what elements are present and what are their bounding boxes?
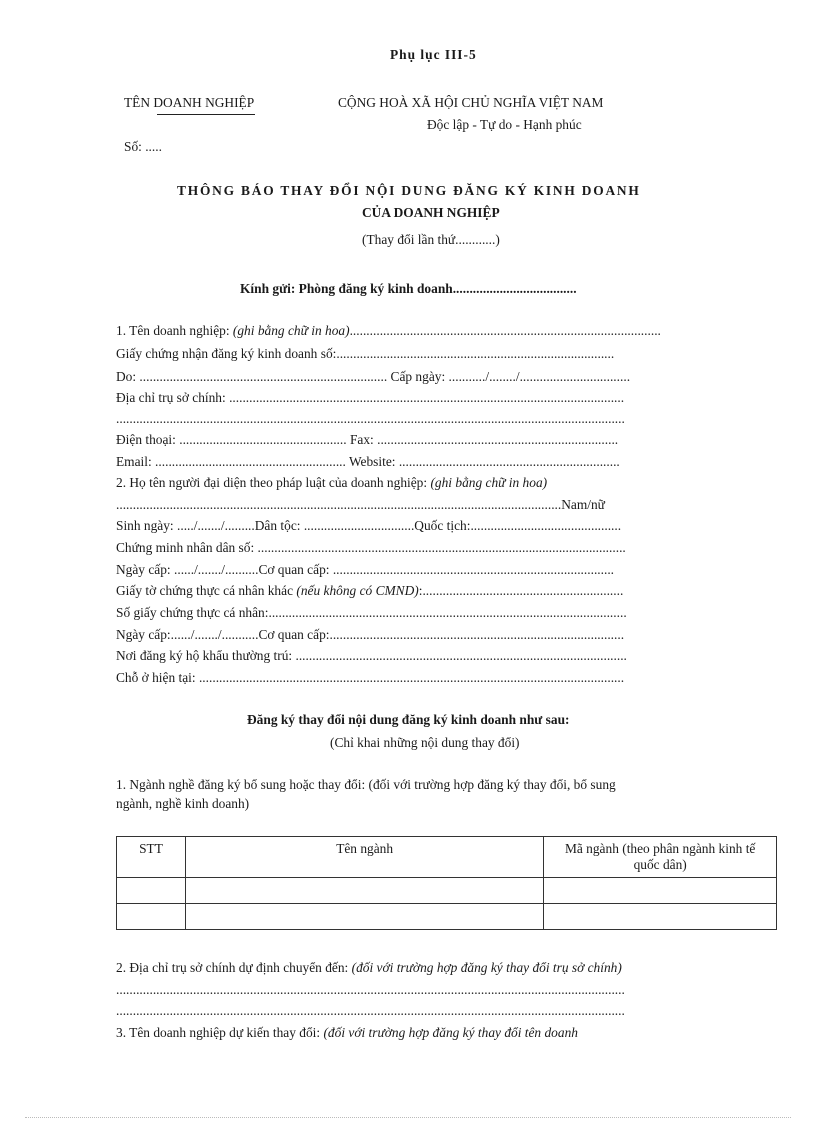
field-company-name[interactable] [116, 323, 736, 339]
field-label: 1. Tên doanh nghiệp: [116, 323, 233, 338]
new-head-office-line [116, 960, 736, 976]
table-cell[interactable] [185, 878, 543, 904]
change-count: (Thay đổi lần thứ............) [362, 232, 500, 247]
field-id-number[interactable]: Chứng minh nhân dân số: .............................................................................................................. [116, 540, 626, 555]
table-header-stt: STT [117, 837, 186, 878]
field-label: Giấy tờ chứng thực cá nhân khác [116, 583, 297, 598]
field-label: 2. Họ tên người đại diện theo pháp luật của doanh nghiệp: [116, 475, 431, 490]
table-row [117, 904, 777, 930]
table-row [117, 878, 777, 904]
table-cell[interactable] [117, 904, 186, 930]
field-phone-fax[interactable]: Điện thoại: .................................................. Fax: ........................................................................ [116, 432, 619, 447]
notice-title-line2: CỦA DOANH NGHIỆP [362, 205, 500, 220]
field-permanent-residence[interactable]: Nơi đăng ký hộ khẩu thường trú: ................................................................................................... [116, 648, 627, 663]
national-motto: Độc lập - Tự do - Hạnh phúc [427, 117, 582, 132]
table-cell[interactable] [544, 878, 777, 904]
new-company-name-line [116, 1025, 736, 1041]
company-underline [157, 114, 255, 115]
field-current-residence[interactable]: Chỗ ở hiện tại: ............................................................................................................................... [116, 670, 625, 685]
field-hint: (nếu không có CMND) [296, 583, 419, 598]
field-other-id-number[interactable]: Số giấy chứng thực cá nhân:........................................................................................................... [116, 605, 627, 620]
table-header-row [117, 837, 777, 878]
field-hint: (ghi bằng chữ in hoa) [430, 475, 548, 490]
new-head-office-field[interactable]: ........................................................................................................................................................ [116, 982, 625, 997]
field-legal-rep[interactable] [116, 475, 736, 491]
section-hint: (đối với trường hợp đăng ký thay đổi tên doanh [323, 1025, 578, 1040]
field-birth-ethnic-nationality[interactable]: Sinh ngày: ...../......./.........Dân tộc: .................................Quốc tịch:............................................. [116, 518, 622, 533]
business-lines-line2: ngành, nghề kinh doanh) [116, 796, 250, 811]
changes-subheading: (Chỉ khai những nội dung thay đổi) [330, 735, 520, 750]
notice-title-line1: THÔNG BÁO THAY ĐỔI NỘI DUNG ĐĂNG KÝ KINH DOANH [177, 183, 641, 198]
field-head-office[interactable]: Địa chỉ trụ sở chính: ...................................................................................................................... [116, 390, 625, 405]
document-number: Số: ..... [124, 139, 162, 154]
field-gender[interactable]: .....................................................................................................................................Nam/nữ [116, 497, 605, 512]
table-cell[interactable] [185, 904, 543, 930]
section-hint: (đối với trường hợp đăng ký thay đổi trụ sở chính) [351, 960, 622, 975]
field-email-website[interactable]: Email: ......................................................... Website: .................................................................. [116, 454, 620, 469]
field-dots: :............................................................ [418, 583, 624, 598]
recipient-line: Kính gửi: Phòng đăng ký kinh doanh..................................... [240, 281, 577, 296]
table-cell[interactable] [544, 904, 777, 930]
field-other-id-issue[interactable]: Ngày cấp:....../......./...........Cơ quan cấp:........................................................................................ [116, 627, 625, 642]
table-header-code: Mã ngành (theo phân ngành kinh tế quốc dân) [544, 837, 777, 878]
field-head-office-cont[interactable]: ........................................................................................................................................................ [116, 411, 625, 426]
field-dots: ............................................................................................. [349, 323, 661, 338]
section-label: 2. Địa chỉ trụ sở chính dự định chuyển đến: [116, 960, 352, 975]
section-label: 3. Tên doanh nghiệp dự kiến thay đổi: [116, 1025, 324, 1040]
table-cell[interactable] [117, 878, 186, 904]
field-issued-by[interactable]: Do: .......................................................................... Cấp ngày: .........../......../................................. [116, 369, 631, 384]
field-hint: (ghi bằng chữ in hoa) [232, 323, 350, 338]
changes-heading: Đăng ký thay đổi nội dung đăng ký kinh doanh như sau: [247, 712, 570, 727]
page-bottom-rule [25, 1117, 791, 1118]
new-head-office-field-cont[interactable]: ........................................................................................................................................................ [116, 1003, 625, 1018]
business-lines-line1: 1. Ngành nghề đăng ký bổ sung hoặc thay đổi: (đối với trường hợp đăng ký thay đổi, bổ sung [116, 777, 616, 792]
field-business-certificate[interactable]: Giấy chứng nhận đăng ký kinh doanh số:................................................................................... [116, 346, 615, 361]
business-lines-table [116, 836, 777, 930]
republic-heading: CỘNG HOÀ XÃ HỘI CHỦ NGHĨA VIỆT NAM [338, 95, 604, 110]
table-header-name: Tên ngành [185, 837, 543, 878]
appendix-label: Phụ lục III-5 [390, 47, 477, 62]
field-other-id[interactable] [116, 583, 736, 599]
field-id-issue[interactable]: Ngày cấp: ....../......./..........Cơ quan cấp: .................................................................................... [116, 562, 615, 577]
company-name: TÊN DOANH NGHIỆP [124, 95, 255, 110]
